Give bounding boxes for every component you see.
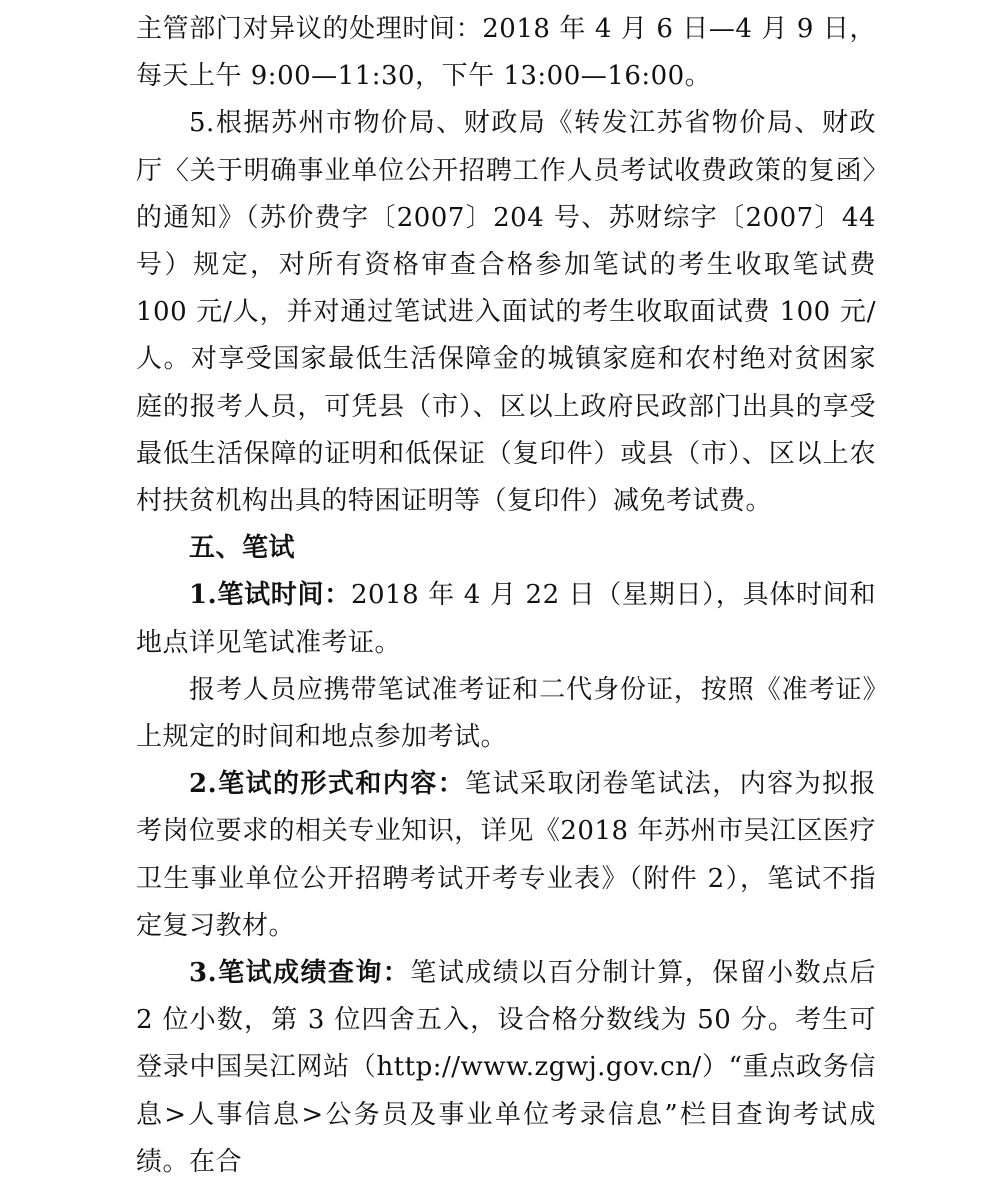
score-query-label: 3.笔试成绩查询： <box>189 958 411 989</box>
exam-time-label: 1.笔试时间： <box>189 580 351 611</box>
paragraph-score-query <box>136 950 876 1186</box>
paragraph-exam-format <box>136 761 876 950</box>
paragraph-exam-time <box>136 572 876 666</box>
paragraph-objection-time: 主管部门对异议的处理时间：2018 年 4 月 6 日—4 月 9 日，每天上午 9:00—11:30，下午 13:00—16:00。 <box>136 14 876 92</box>
section-heading-written-exam: 五、笔试 <box>189 533 296 564</box>
document-body <box>136 6 876 1186</box>
exam-time-text: 2018 年 4 月 22 日（星期日），具体时间和地点详见笔试准考证。 <box>136 580 876 658</box>
paragraph-admission-ticket: 报考人员应携带笔试准考证和二代身份证，按照《准考证》上规定的时间和地点参加考试。 <box>136 674 876 753</box>
score-query-text: 笔试成绩以百分制计算，保留小数点后 2 位小数，第 3 位四舍五入，设合格分数线为 50 分。考生可登录中国吴江网站（http://www.zgwj.gov.cn/）“重点政务信息>人事信息>公务员及事业单位考录信息”栏目查询考试成绩。在合 <box>136 958 876 1177</box>
exam-format-label: 2.笔试的形式和内容： <box>189 769 466 800</box>
exam-format-text: 笔试采取闭卷笔试法，内容为拟报考岗位要求的相关专业知识，详见《2018 年苏州市吴江区医疗卫生事业单位公开招聘考试开考专业表》（附件 2），笔试不指定复习教材。 <box>136 769 876 941</box>
paragraph-exam-fee: 5.根据苏州市物价局、财政局《转发江苏省物价局、财政厅〈关于明确事业单位公开招聘工作人员考试收费政策的复函〉的通知》（苏价费字〔2007〕204 号、苏财综字〔2007〕44 号）规定，对所有资格审查合格参加笔试的考生收取笔试费 100 元/人，并对通过笔试进入面试的考生收取面试费 100 元/人。对享受国家最低生活保障金的城镇家庭和农村绝对贫困家庭的报考人员，可凭县（市）、区以上政府民政部门出具的享受最低生活保障的证明和低保证（复印件）或县（市）、区以上农村扶贫机构出具的特困证明等（复印件）减免考试费。 <box>136 108 876 517</box>
